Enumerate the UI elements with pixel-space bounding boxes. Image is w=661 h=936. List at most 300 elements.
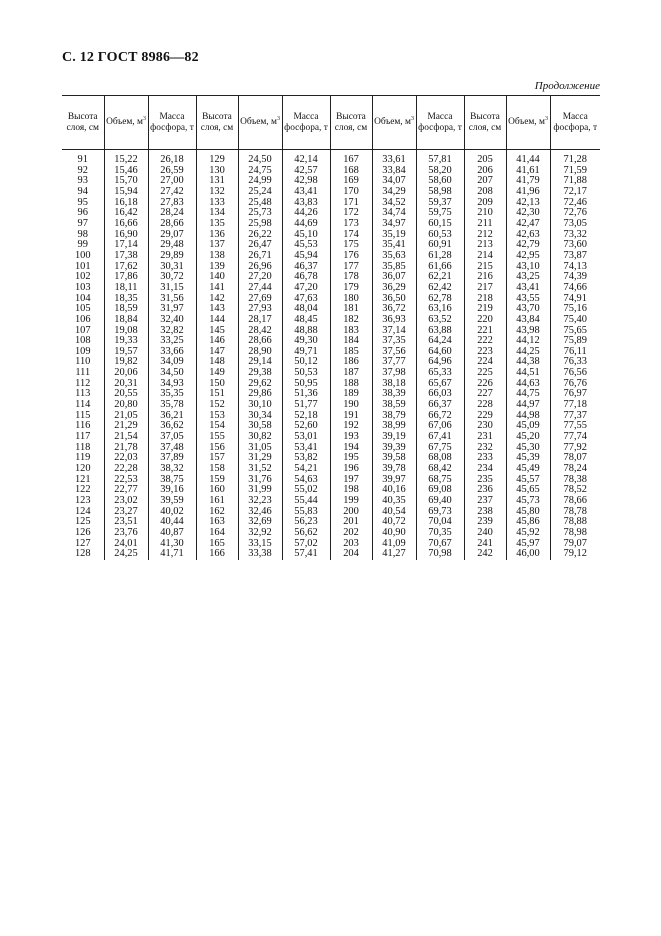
table-cell: 35,19 bbox=[372, 230, 416, 241]
table-cell: 112 bbox=[75, 377, 91, 389]
table-cell: 36,21 bbox=[148, 411, 196, 422]
table-cell: 208 bbox=[464, 187, 506, 198]
column-header-label: Высота слоя, см bbox=[200, 111, 234, 133]
table-cell: 15,22 bbox=[104, 150, 148, 166]
table-cell: 34,09 bbox=[148, 357, 196, 368]
table-cell: 37,98 bbox=[372, 368, 416, 379]
table-cell: 46,37 bbox=[282, 262, 330, 273]
table-cell: 57,81 bbox=[416, 150, 464, 166]
table-cell: 37,35 bbox=[372, 336, 416, 347]
column-header bbox=[104, 96, 148, 150]
table-cell: 52,60 bbox=[282, 421, 330, 432]
table-cell: 138 bbox=[196, 251, 238, 262]
column-header bbox=[330, 96, 372, 150]
table-cell: 25,24 bbox=[238, 187, 282, 198]
table-cell: 104 bbox=[74, 292, 91, 304]
unit-superscript: 3 bbox=[410, 115, 414, 122]
table-cell: 55,83 bbox=[282, 507, 330, 518]
table-cell: 68,08 bbox=[416, 453, 464, 464]
table-cell: 63,16 bbox=[416, 304, 464, 315]
table-cell: 27,93 bbox=[238, 304, 282, 315]
table-cell: 76,33 bbox=[550, 357, 600, 368]
table-cell: 102 bbox=[74, 271, 91, 283]
table-cell: 37,05 bbox=[148, 432, 196, 443]
table-cell: 17,38 bbox=[104, 251, 148, 262]
table-cell: 236 bbox=[464, 485, 506, 496]
table-cell: 76,76 bbox=[550, 379, 600, 390]
table-cell: 41,96 bbox=[506, 187, 550, 198]
table-cell: 196 bbox=[330, 464, 372, 475]
table-cell: 55,02 bbox=[282, 485, 330, 496]
table-cell: 71,88 bbox=[550, 176, 600, 187]
table-cell: 163 bbox=[196, 517, 238, 528]
table-cell: 188 bbox=[330, 379, 372, 390]
table-cell: 192 bbox=[330, 421, 372, 432]
table-cell: 39,39 bbox=[372, 443, 416, 454]
table-cell: 36,93 bbox=[372, 315, 416, 326]
table-cell: 66,72 bbox=[416, 411, 464, 422]
table-cell: 15,46 bbox=[104, 166, 148, 177]
table-cell: 42,95 bbox=[506, 251, 550, 262]
table-cell: 33,25 bbox=[148, 336, 196, 347]
table-cell: 21,29 bbox=[104, 421, 148, 432]
table-cell: 59,37 bbox=[416, 198, 464, 209]
table-cell: 37,77 bbox=[372, 357, 416, 368]
table-cell: 65,33 bbox=[416, 368, 464, 379]
table-cell: 220 bbox=[464, 315, 506, 326]
table-cell: 30,31 bbox=[148, 262, 196, 273]
table-cell: 42,98 bbox=[282, 176, 330, 187]
table-cell: 78,88 bbox=[550, 517, 600, 528]
table-cell: 78,07 bbox=[550, 453, 600, 464]
table-cell: 113 bbox=[75, 388, 91, 400]
table-cell: 43,55 bbox=[506, 294, 550, 305]
table-cell: 225 bbox=[464, 368, 506, 379]
table-cell: 66,03 bbox=[416, 389, 464, 400]
column-header-label: Масса фосфора, т bbox=[418, 111, 462, 133]
table-cell: 173 bbox=[330, 219, 372, 230]
table-cell: 198 bbox=[330, 485, 372, 496]
table-cell: 44,12 bbox=[506, 336, 550, 347]
table-cell: 42,79 bbox=[506, 240, 550, 251]
table-cell: 43,25 bbox=[506, 272, 550, 283]
table-cell: 30,72 bbox=[148, 272, 196, 283]
table-cell: 40,90 bbox=[372, 528, 416, 539]
table-cell: 45,53 bbox=[282, 240, 330, 251]
table-cell: 35,35 bbox=[148, 389, 196, 400]
table-cell: 50,95 bbox=[282, 379, 330, 390]
table-cell: 70,04 bbox=[416, 517, 464, 528]
table-cell: 160 bbox=[196, 485, 238, 496]
table-cell: 26,22 bbox=[238, 230, 282, 241]
table-cell: 149 bbox=[196, 368, 238, 379]
table-cell: 44,26 bbox=[282, 208, 330, 219]
table-cell: 148 bbox=[196, 357, 238, 368]
table-cell: 24,99 bbox=[238, 176, 282, 187]
table-cell: 28,66 bbox=[238, 336, 282, 347]
table-cell: 32,82 bbox=[148, 326, 196, 337]
table-cell: 52,18 bbox=[282, 411, 330, 422]
table-cell: 45,30 bbox=[506, 443, 550, 454]
table-cell: 21,54 bbox=[104, 432, 148, 443]
column-header-label: Высота слоя, см bbox=[66, 111, 99, 133]
table-cell: 26,18 bbox=[148, 150, 196, 166]
table-cell: 34,29 bbox=[372, 187, 416, 198]
table-cell: 29,89 bbox=[148, 251, 196, 262]
table-cell: 47,20 bbox=[282, 283, 330, 294]
table-cell: 37,48 bbox=[148, 443, 196, 454]
table-cell: 18,59 bbox=[104, 304, 148, 315]
table-cell: 53,82 bbox=[282, 453, 330, 464]
table-cell: 18,35 bbox=[104, 294, 148, 305]
table-cell: 43,10 bbox=[506, 262, 550, 273]
table-cell: 201 bbox=[330, 517, 372, 528]
table-cell: 157 bbox=[196, 453, 238, 464]
table-cell: 27,83 bbox=[148, 198, 196, 209]
table-cell: 73,32 bbox=[550, 230, 600, 241]
column-header-label: Объем, м bbox=[374, 117, 411, 127]
table-cell: 28,17 bbox=[238, 315, 282, 326]
table-cell: 33,84 bbox=[372, 166, 416, 177]
table-cell: 43,41 bbox=[506, 283, 550, 294]
table-cell: 69,73 bbox=[416, 507, 464, 518]
column-header bbox=[550, 96, 600, 150]
table-cell: 16,66 bbox=[104, 219, 148, 230]
table-cell: 22,03 bbox=[104, 453, 148, 464]
table-cell: 43,70 bbox=[506, 304, 550, 315]
table-cell: 27,20 bbox=[238, 272, 282, 283]
table-cell: 39,19 bbox=[372, 432, 416, 443]
table-cell: 97 bbox=[77, 217, 88, 229]
table-cell: 62,21 bbox=[416, 272, 464, 283]
table-cell: 54,21 bbox=[282, 464, 330, 475]
table-cell: 94 bbox=[77, 185, 88, 197]
table-cell: 144 bbox=[196, 315, 238, 326]
table-cell: 203 bbox=[330, 539, 372, 550]
table-row bbox=[62, 219, 600, 230]
table-cell: 107 bbox=[74, 324, 91, 336]
table-cell: 31,97 bbox=[148, 304, 196, 315]
table-cell: 26,59 bbox=[148, 166, 196, 177]
table-cell: 214 bbox=[464, 251, 506, 262]
table-cell: 40,72 bbox=[372, 517, 416, 528]
table-cell: 128 bbox=[74, 548, 91, 560]
table-cell: 60,15 bbox=[416, 219, 464, 230]
table-cell: 17,86 bbox=[104, 272, 148, 283]
table-cell: 93 bbox=[77, 175, 88, 187]
table-cell: 180 bbox=[330, 294, 372, 305]
table-row bbox=[62, 150, 600, 166]
table-cell: 122 bbox=[74, 484, 91, 496]
table-cell: 38,99 bbox=[372, 421, 416, 432]
table-cell: 42,47 bbox=[506, 219, 550, 230]
table-cell: 199 bbox=[330, 496, 372, 507]
table-cell: 21,78 bbox=[104, 443, 148, 454]
table-cell: 41,79 bbox=[506, 176, 550, 187]
table-cell: 63,88 bbox=[416, 326, 464, 337]
table-cell: 117 bbox=[75, 431, 91, 443]
table-cell: 22,53 bbox=[104, 475, 148, 486]
table-cell: 20,80 bbox=[104, 400, 148, 411]
table-cell: 17,62 bbox=[104, 262, 148, 273]
table-cell: 202 bbox=[330, 528, 372, 539]
table-cell: 126 bbox=[74, 526, 91, 538]
table-cell: 182 bbox=[330, 315, 372, 326]
table-cell: 68,42 bbox=[416, 464, 464, 475]
table-cell: 70,35 bbox=[416, 528, 464, 539]
table-cell: 231 bbox=[464, 432, 506, 443]
table-cell: 24,75 bbox=[238, 166, 282, 177]
table-cell: 176 bbox=[330, 251, 372, 262]
table-cell: 169 bbox=[330, 176, 372, 187]
table-cell: 123 bbox=[74, 495, 91, 506]
table-cell: 106 bbox=[74, 313, 91, 325]
table-cell: 31,76 bbox=[238, 475, 282, 486]
table-row bbox=[62, 283, 600, 294]
table-cell: 212 bbox=[464, 230, 506, 241]
table-cell: 63,52 bbox=[416, 315, 464, 326]
data-table-container bbox=[62, 95, 600, 560]
table-cell: 49,30 bbox=[282, 336, 330, 347]
table-cell: 53,01 bbox=[282, 432, 330, 443]
table-cell: 22,77 bbox=[104, 485, 148, 496]
table-cell: 75,16 bbox=[550, 304, 600, 315]
table-cell: 211 bbox=[464, 219, 506, 230]
table-cell: 155 bbox=[196, 432, 238, 443]
table-cell: 91 bbox=[77, 154, 88, 165]
table-cell: 23,02 bbox=[104, 496, 148, 507]
table-cell: 43,83 bbox=[282, 198, 330, 209]
table-row bbox=[62, 251, 600, 262]
table-cell: 165 bbox=[196, 539, 238, 550]
column-header bbox=[62, 96, 104, 150]
table-cell: 58,20 bbox=[416, 166, 464, 177]
table-cell: 17,14 bbox=[104, 240, 148, 251]
table-cell: 37,56 bbox=[372, 347, 416, 358]
table-cell: 48,04 bbox=[282, 304, 330, 315]
table-cell: 34,74 bbox=[372, 208, 416, 219]
table-cell: 33,38 bbox=[238, 549, 282, 560]
table-cell: 64,24 bbox=[416, 336, 464, 347]
table-cell: 48,88 bbox=[282, 326, 330, 337]
table-cell: 35,78 bbox=[148, 400, 196, 411]
table-cell: 72,76 bbox=[550, 208, 600, 219]
table-cell: 238 bbox=[464, 507, 506, 518]
table-cell: 159 bbox=[196, 475, 238, 486]
table-cell: 168 bbox=[330, 166, 372, 177]
table-cell: 44,75 bbox=[506, 389, 550, 400]
table-cell: 41,71 bbox=[148, 549, 196, 560]
table-cell: 29,14 bbox=[238, 357, 282, 368]
page-header: С. 12 ГОСТ 8986—82 bbox=[62, 50, 199, 65]
table-cell: 26,71 bbox=[238, 251, 282, 262]
table-cell: 172 bbox=[330, 208, 372, 219]
table-cell: 31,15 bbox=[148, 283, 196, 294]
table-cell: 24,50 bbox=[238, 150, 282, 166]
table-cell: 45,94 bbox=[282, 251, 330, 262]
table-cell: 58,98 bbox=[416, 187, 464, 198]
table-cell: 185 bbox=[330, 347, 372, 358]
table-cell: 230 bbox=[464, 421, 506, 432]
table-cell: 64,60 bbox=[416, 347, 464, 358]
table-cell: 32,23 bbox=[238, 496, 282, 507]
table-cell: 20,55 bbox=[104, 389, 148, 400]
table-cell: 226 bbox=[464, 379, 506, 390]
table-cell: 55,44 bbox=[282, 496, 330, 507]
table-cell: 38,32 bbox=[148, 464, 196, 475]
column-header bbox=[464, 96, 506, 150]
table-cell: 27,00 bbox=[148, 176, 196, 187]
table-cell: 57,02 bbox=[282, 539, 330, 550]
table-cell: 44,63 bbox=[506, 379, 550, 390]
table-cell: 28,66 bbox=[148, 219, 196, 230]
table-cell: 154 bbox=[196, 421, 238, 432]
table-cell: 42,63 bbox=[506, 230, 550, 241]
table-cell: 40,35 bbox=[372, 496, 416, 507]
table-cell: 242 bbox=[464, 549, 506, 560]
table-cell: 42,57 bbox=[282, 166, 330, 177]
table-cell: 70,98 bbox=[416, 549, 464, 560]
table-cell: 79,07 bbox=[550, 539, 600, 550]
table-cell: 109 bbox=[74, 345, 91, 357]
table-cell: 32,92 bbox=[238, 528, 282, 539]
table-cell: 189 bbox=[330, 389, 372, 400]
table-cell: 118 bbox=[75, 441, 91, 453]
table-cell: 45,92 bbox=[506, 528, 550, 539]
column-header bbox=[506, 96, 550, 150]
table-cell: 68,75 bbox=[416, 475, 464, 486]
table-cell: 67,75 bbox=[416, 443, 464, 454]
table-cell: 69,40 bbox=[416, 496, 464, 507]
table-cell: 119 bbox=[75, 452, 91, 464]
table-cell: 27,42 bbox=[148, 187, 196, 198]
table-cell: 136 bbox=[196, 230, 238, 241]
table-cell: 25,48 bbox=[238, 198, 282, 209]
table-cell: 92 bbox=[77, 164, 88, 176]
table-cell: 41,44 bbox=[506, 150, 550, 166]
table-cell: 31,05 bbox=[238, 443, 282, 454]
table-cell: 179 bbox=[330, 283, 372, 294]
table-cell: 67,06 bbox=[416, 421, 464, 432]
table-cell: 232 bbox=[464, 443, 506, 454]
table-cell: 213 bbox=[464, 240, 506, 251]
table-header-row bbox=[62, 96, 600, 150]
table-cell: 33,66 bbox=[148, 347, 196, 358]
table-cell: 74,39 bbox=[550, 272, 600, 283]
table-cell: 29,07 bbox=[148, 230, 196, 241]
table-cell: 195 bbox=[330, 453, 372, 464]
column-header-label: Высота слоя, см bbox=[334, 111, 368, 133]
table-cell: 19,33 bbox=[104, 336, 148, 347]
table-cell: 27,69 bbox=[238, 294, 282, 305]
table-cell: 58,60 bbox=[416, 176, 464, 187]
table-cell: 44,38 bbox=[506, 357, 550, 368]
table-cell: 235 bbox=[464, 475, 506, 486]
table-cell: 46,78 bbox=[282, 272, 330, 283]
table-cell: 135 bbox=[196, 219, 238, 230]
table-cell: 50,12 bbox=[282, 357, 330, 368]
table-cell: 34,97 bbox=[372, 219, 416, 230]
table-cell: 56,62 bbox=[282, 528, 330, 539]
table-cell: 44,51 bbox=[506, 368, 550, 379]
table-cell: 49,71 bbox=[282, 347, 330, 358]
table-cell: 147 bbox=[196, 347, 238, 358]
table-cell: 125 bbox=[74, 516, 91, 528]
table-cell: 44,69 bbox=[282, 219, 330, 230]
column-header bbox=[372, 96, 416, 150]
table-cell: 150 bbox=[196, 379, 238, 390]
table-cell: 78,52 bbox=[550, 485, 600, 496]
table-cell: 53,41 bbox=[282, 443, 330, 454]
table-cell: 31,56 bbox=[148, 294, 196, 305]
table-cell: 76,97 bbox=[550, 389, 600, 400]
table-cell: 26,47 bbox=[238, 240, 282, 251]
table-cell: 98 bbox=[77, 228, 88, 240]
table-cell: 205 bbox=[464, 150, 506, 166]
table-cell: 20,06 bbox=[104, 368, 148, 379]
table-cell: 115 bbox=[75, 409, 91, 421]
table-cell: 60,91 bbox=[416, 240, 464, 251]
column-header-label: Масса фосфора, т bbox=[553, 111, 598, 133]
table-cell: 29,62 bbox=[238, 379, 282, 390]
table-cell: 233 bbox=[464, 453, 506, 464]
table-cell: 43,41 bbox=[282, 187, 330, 198]
table-cell: 77,37 bbox=[550, 411, 600, 422]
table-cell: 74,66 bbox=[550, 283, 600, 294]
table-cell: 43,98 bbox=[506, 326, 550, 337]
table-cell: 162 bbox=[196, 507, 238, 518]
table-cell: 239 bbox=[464, 517, 506, 528]
table-cell: 207 bbox=[464, 176, 506, 187]
continuation-label: Продолжение bbox=[534, 80, 600, 92]
table-cell: 31,29 bbox=[238, 453, 282, 464]
table-cell: 151 bbox=[196, 389, 238, 400]
table-cell: 32,40 bbox=[148, 315, 196, 326]
table-cell: 36,29 bbox=[372, 283, 416, 294]
table-cell: 25,73 bbox=[238, 208, 282, 219]
table-cell: 16,90 bbox=[104, 230, 148, 241]
table-cell: 216 bbox=[464, 272, 506, 283]
table-cell: 38,79 bbox=[372, 411, 416, 422]
column-header bbox=[416, 96, 464, 150]
table-cell: 111 bbox=[75, 367, 91, 379]
table-cell: 36,50 bbox=[372, 294, 416, 305]
table-cell: 95 bbox=[77, 196, 88, 208]
table-cell: 42,30 bbox=[506, 208, 550, 219]
table-cell: 39,16 bbox=[148, 485, 196, 496]
column-header-label: Масса фосфора, т bbox=[284, 111, 328, 133]
table-cell: 45,57 bbox=[506, 475, 550, 486]
table-cell: 37,89 bbox=[148, 453, 196, 464]
table-cell: 241 bbox=[464, 539, 506, 550]
table-cell: 59,75 bbox=[416, 208, 464, 219]
table-cell: 132 bbox=[196, 187, 238, 198]
table-cell: 39,59 bbox=[148, 496, 196, 507]
table-cell: 74,91 bbox=[550, 294, 600, 305]
table-cell: 234 bbox=[464, 464, 506, 475]
table-cell: 15,94 bbox=[104, 187, 148, 198]
table-cell: 19,57 bbox=[104, 347, 148, 358]
table-cell: 73,05 bbox=[550, 219, 600, 230]
table-cell: 153 bbox=[196, 411, 238, 422]
table-cell: 34,52 bbox=[372, 198, 416, 209]
table-cell: 29,48 bbox=[148, 240, 196, 251]
table-cell: 35,85 bbox=[372, 262, 416, 273]
table-cell: 177 bbox=[330, 262, 372, 273]
table-cell: 45,97 bbox=[506, 539, 550, 550]
table-cell: 210 bbox=[464, 208, 506, 219]
table-cell: 116 bbox=[75, 420, 91, 432]
